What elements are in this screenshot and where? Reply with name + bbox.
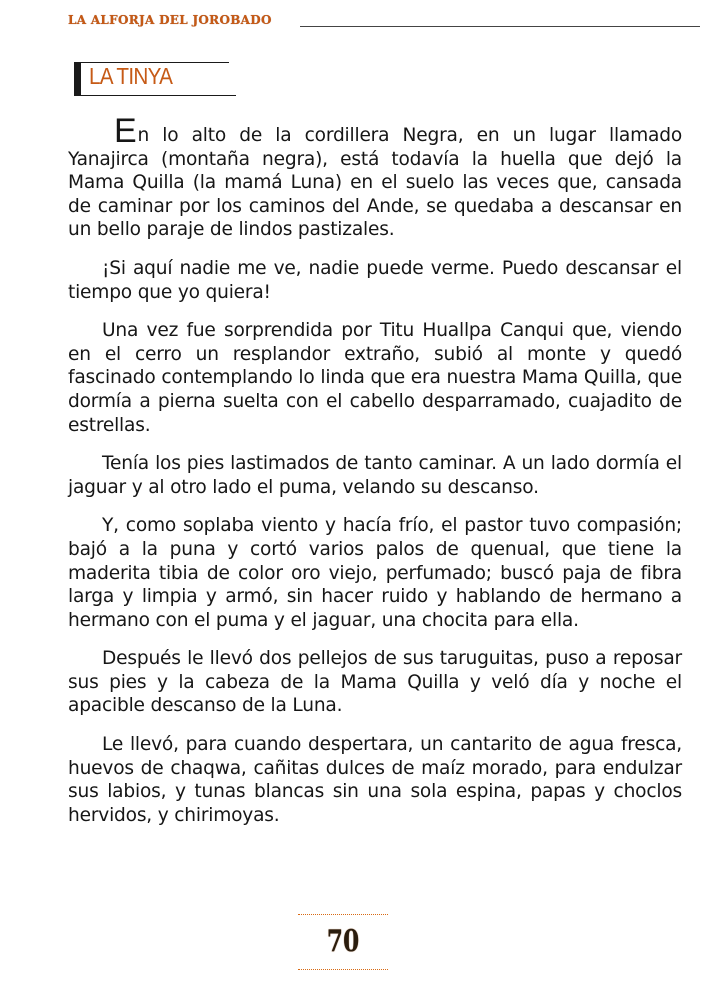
running-header — [68, 13, 700, 37]
folio-top-rule — [298, 914, 388, 915]
paragraph-4: Tenía los pies lastimados de tanto caminar. A un lado dormía el jaguar y al otro lado el puma, velando su descanso. — [68, 453, 682, 498]
story-text — [68, 112, 682, 842]
page-folio — [298, 912, 388, 974]
paragraph-6: Después le llevó dos pellejos de sus taruguitas, puso a reposar sus pies y la cabeza de la Mama Quilla y veló día y noche el apacible descanso de la Luna. — [68, 648, 682, 717]
section-heading — [68, 56, 228, 96]
paragraph-5: Y, como soplaba viento y hacía frío, el pastor tuvo compasión; bajó a la puna y cortó varios palos de quenual, que tiene la maderita tibia de color oro viejo, perfumado; buscó paja de fibra larga y limpia y armó, sin hacer ruido y hablando de hermano a hermano con el puma y el jaguar, una chocita para ella. — [68, 515, 682, 631]
page-number: 70 — [326, 924, 360, 959]
paragraph-2: ¡Si aquí nadie me ve, nadie puede verme. Puedo descansar el tiempo que yo quiera! — [68, 257, 682, 303]
section-title: LA TINYA — [89, 63, 173, 89]
paragraph-1-text: n lo alto de la cordillera Negra, en un lugar llamado Yanajirca (montaña negra), está todavía la huella que dejó la Mama Quilla (la mamá Luna) en el suelo las veces que, cansada de caminar por los caminos del Ande, se quedaba a descansar en un bello paraje de lindos pastizales. — [68, 125, 682, 241]
header-rule — [300, 26, 700, 27]
drop-cap: E — [114, 112, 137, 150]
paragraph-1 — [68, 112, 682, 242]
paragraph-7: Le llevó, para cuando despertara, un cantarito de agua fresca, huevos de chaqwa, cañitas dulces de maíz morado, para endulzar sus labios, y tunas blancas sin una sola espina, papas y choclos hervidos, y chirimoyas. — [68, 734, 682, 826]
section-heading-bar — [74, 62, 81, 95]
section-heading-bottom-rule — [74, 95, 236, 96]
book-title: LA ALFORJA DEL JOROBADO — [68, 13, 272, 27]
paragraph-3: Una vez fue sorprendida por Titu Huallpa Canqui que, viendo en el cerro un resplandor extraño, subió al monte y quedó fascinado contemplando lo linda que era nuestra Mama Quilla, que dormía a pierna suelta con el cabello desparramado, cuajadito de estrellas. — [68, 320, 682, 436]
folio-bottom-rule — [298, 969, 388, 970]
